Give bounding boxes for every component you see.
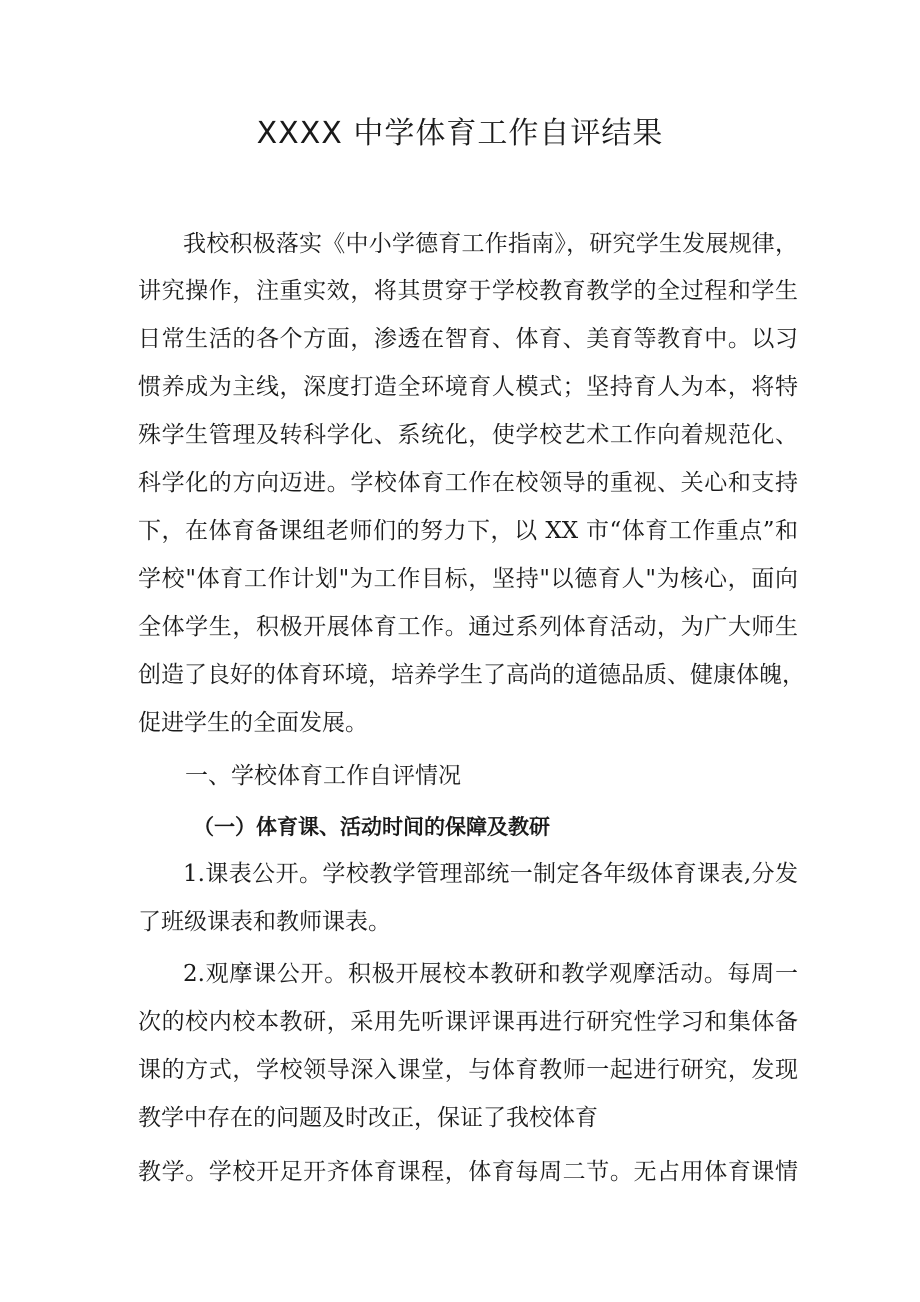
intro-line-10: 创造了良好的体育环境，培养学生了高尚的道德品质、健康体魄， <box>138 662 805 688</box>
item-2-line-2: 次的校内校本教研，采用先听课评课再进行研究性学习和集体备 <box>138 1009 798 1035</box>
document-title: XXXX 中学体育工作自评结果 <box>256 116 664 151</box>
intro-line-9: 全体学生，积极开展体育工作。通过系列体育活动，为广大师生 <box>138 614 798 640</box>
intro-line-7: 下，在体育备课组老师们的努力下，以 XX 市“体育工作重点”和 <box>138 518 798 544</box>
item-1-line-1: 1.课表公开。学校教学管理部统一制定各年级体育课表,分发 <box>183 861 798 887</box>
intro-line-6: 科学化的方向迈进。学校体育工作在校领导的重视、关心和支持 <box>138 470 798 496</box>
intro-line-5: 殊学生管理及转科学化、系统化，使学校艺术工作向着规范化、 <box>138 422 798 448</box>
continuation-line-1: 教学。学校开足开齐体育课程，体育每周二节。无占用体育课情 <box>138 1159 798 1185</box>
intro-line-4: 惯养成为主线，深度打造全环境育人模式；坚持育人为本，将特 <box>138 374 798 400</box>
item-2-line-3: 课的方式，学校领导深入课堂，与体育教师一起进行研究，发现 <box>138 1057 798 1083</box>
intro-line-8: 学校"体育工作计划"为工作目标，坚持"以德育人"为核心，面向 <box>138 566 798 592</box>
subsection-heading-1: （一）体育课、活动时间的保障及教研 <box>193 815 550 839</box>
intro-line-2: 讲究操作，注重实效，将其贯穿于学校教育教学的全过程和学生 <box>138 278 798 304</box>
intro-line-1: 我校积极落实《中小学德育工作指南》，研究学生发展规律， <box>183 231 798 257</box>
section-heading-1: 一、学校体育工作自评情况 <box>185 763 461 789</box>
item-1-line-2: 了班级课表和教师课表。 <box>138 909 391 935</box>
intro-line-11: 促进学生的全面发展。 <box>138 710 368 736</box>
item-2-line-4: 教学中存在的问题及时改正，保证了我校体育 <box>138 1105 598 1131</box>
intro-line-3: 日常生活的各个方面，渗透在智育、体育、美育等教育中。以习 <box>138 326 798 352</box>
item-2-line-1: 2.观摩课公开。积极开展校本教研和教学观摩活动。每周一 <box>183 961 798 987</box>
